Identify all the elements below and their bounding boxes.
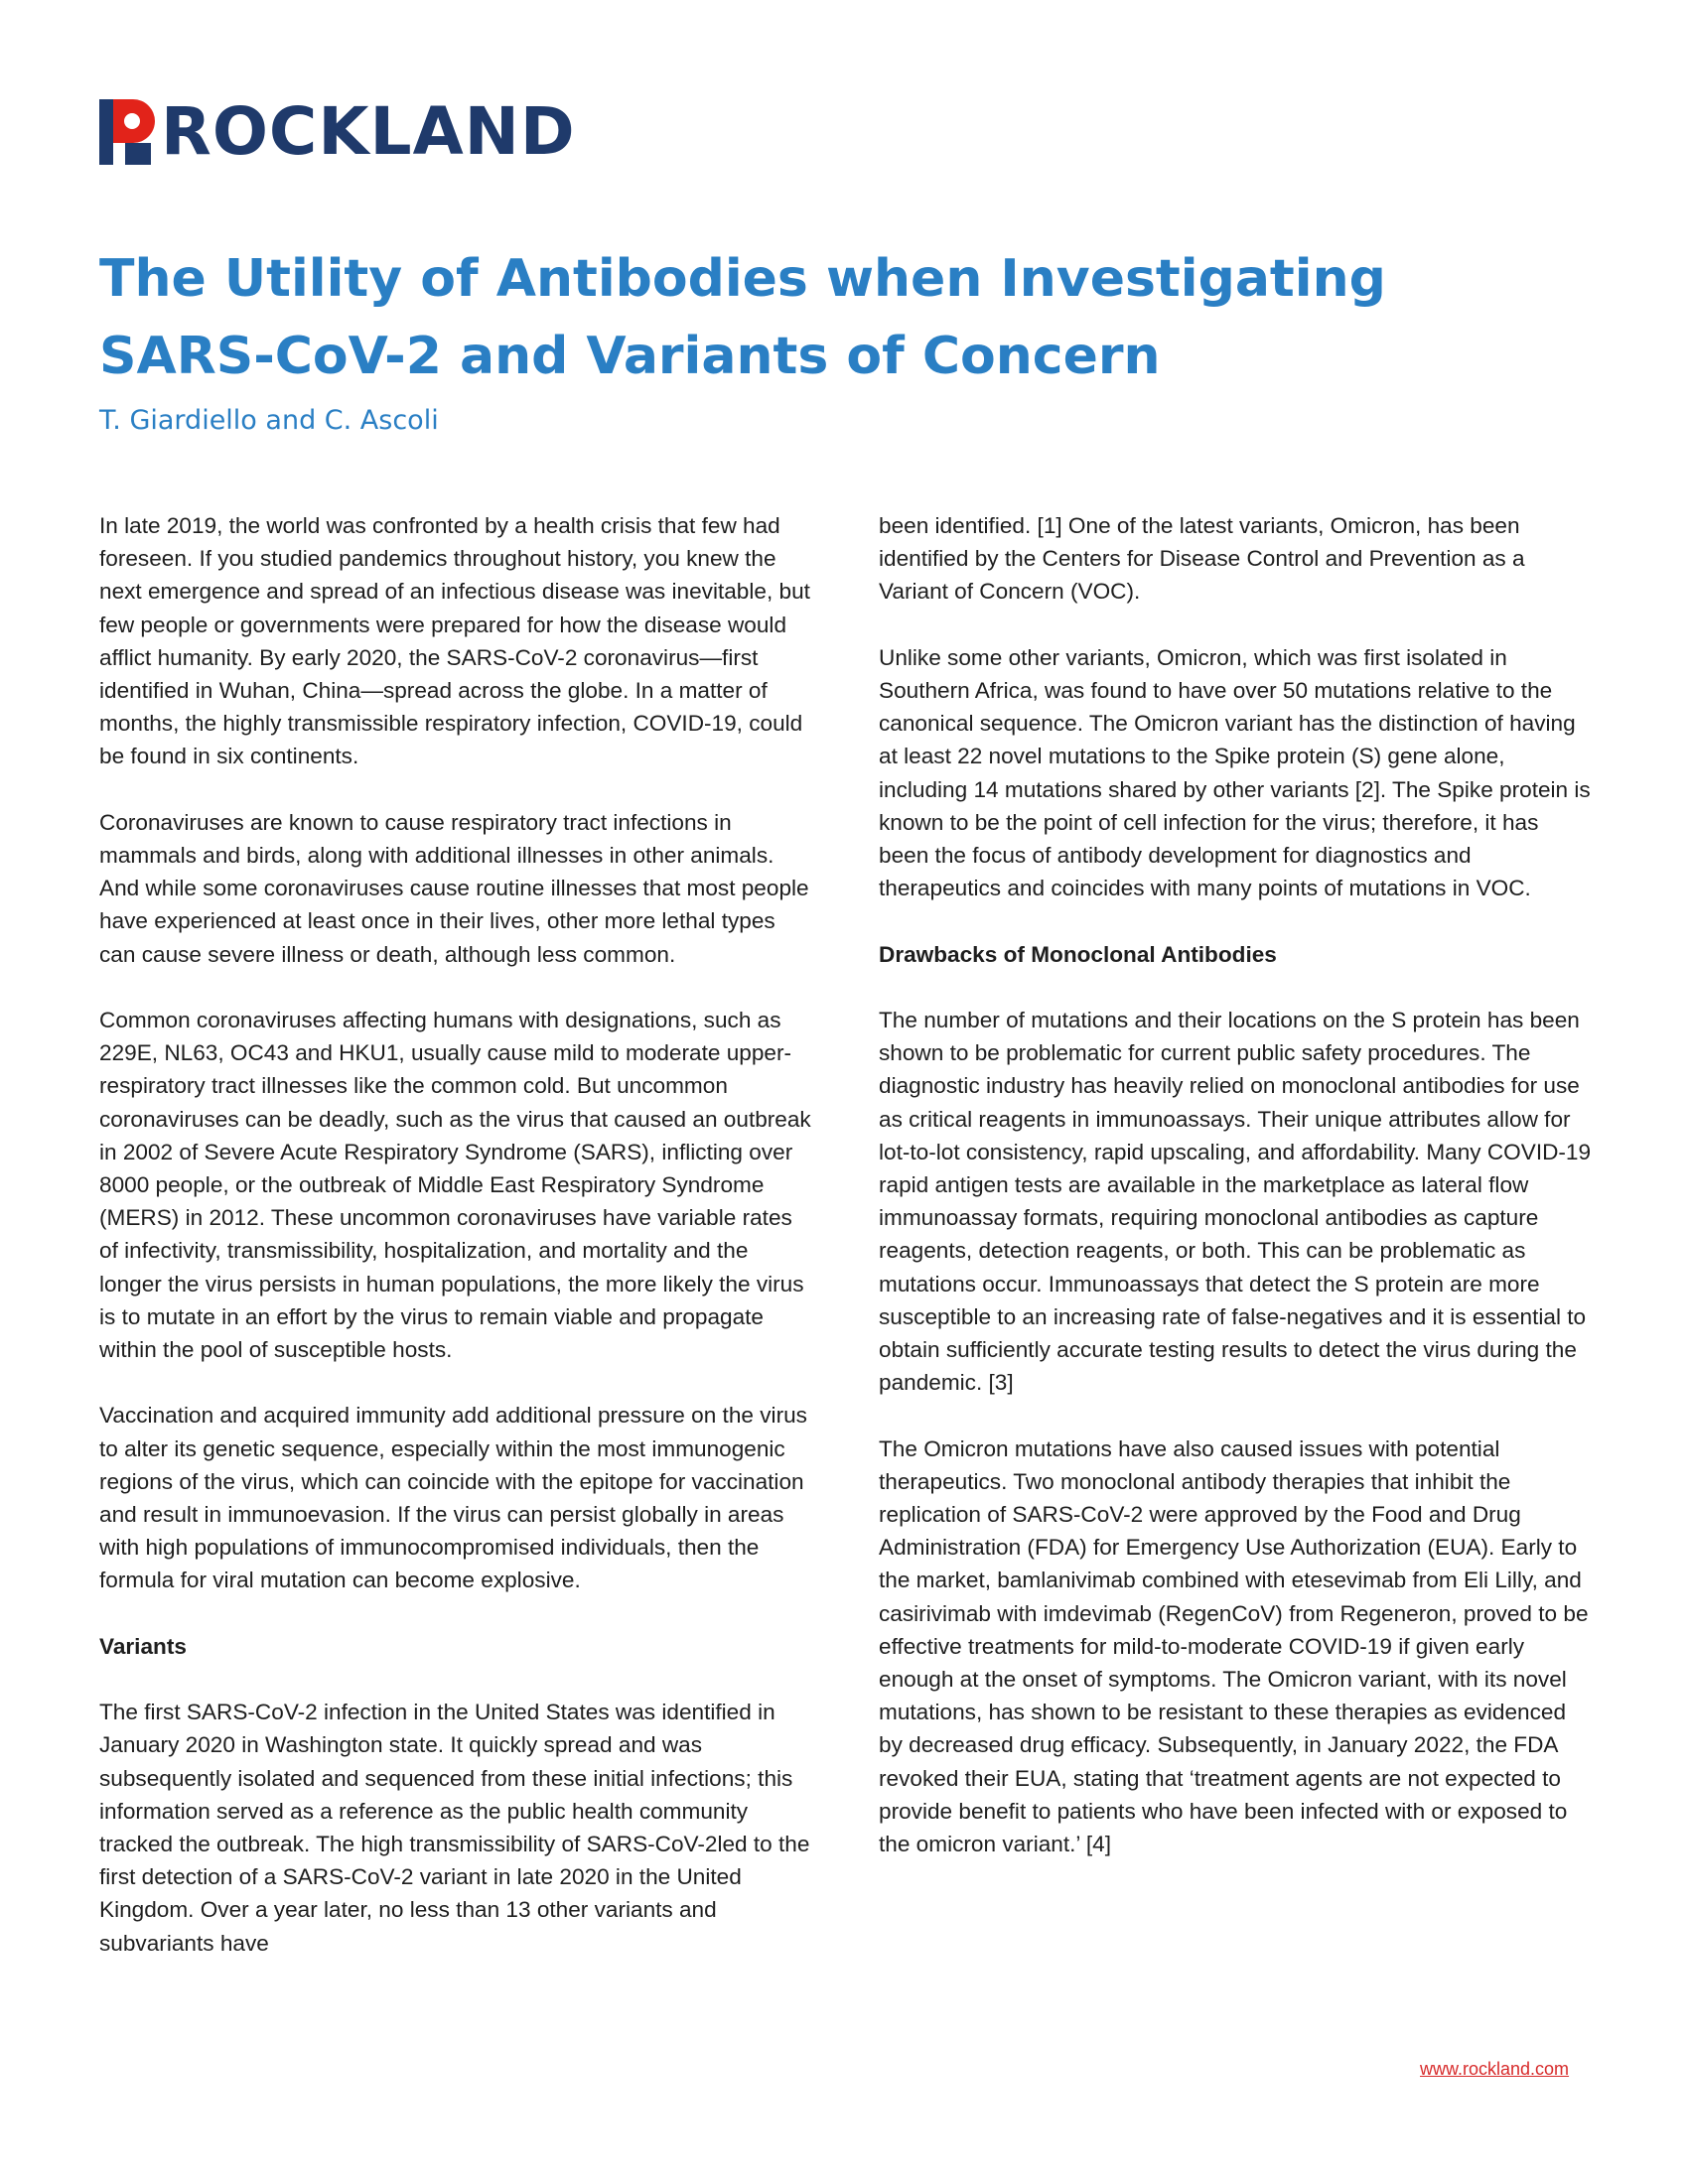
authors: T. Giardiello and C. Ascoli <box>99 405 439 436</box>
right-column <box>879 509 1594 1893</box>
paragraph: Unlike some other variants, Omicron, which was first isolated in Southern Africa, was found to have over 50 mutations relative to the canonical sequence. The Omicron variant has the distinction of having at least 22 novel mutations to the Spike protein (S) gene alone, including 14 mutations shared by other variants [2]. The Spike protein is known to be the point of cell infection for the virus; therefore, it has been the focus of antibody development for diagnostics and therapeutics and coincides with many points of mutations in VOC. <box>879 644 1591 901</box>
paragraph: The first SARS-CoV-2 infection in the United States was identified in January 2020 in Washington state. It quickly spread and was subsequently isolated and sequenced from these initial infections; this information served as a reference as the public health community tracked the outbreak. The high transmissibility of SARS-CoV-2led to the first detection of a SARS-CoV-2 variant in late 2020 in the United Kingdom. Over a year later, no less than 13 other variants and subvariants have <box>99 1700 810 1956</box>
title-line: The Utility of Antibodies when Investigating <box>99 249 1386 309</box>
rockland-logo <box>99 93 576 170</box>
section-heading-drawbacks: Drawbacks of Monoclonal Antibodies <box>879 941 1277 967</box>
section-heading-variants: Variants <box>99 1633 187 1659</box>
rockland-logo-mark-icon <box>99 99 157 165</box>
paragraph: been identified. [1] One of the latest variants, Omicron, has been identified by the Centers for Disease Control and Prevention as a Variant of Concern (VOC). <box>879 513 1525 605</box>
paragraph: In late 2019, the world was confronted by a health crisis that few had foreseen. If you studied pandemics throughout history, you knew the next emergence and spread of an infectious disease was inevitable, but few people or governments were prepared for how the disease would afflict humanity. By early 2020, the SARS-CoV-2 coronavirus—first identified in Wuhan, China—spread across the globe. In a matter of months, the highly transmissible respiratory infection, COVID-19, could be found in six continents. <box>99 513 810 769</box>
paragraph: Vaccination and acquired immunity add additional pressure on the virus to alter its genetic sequence, especially within the most immunogenic regions of the virus, which can coincide with the epitope for vaccination and result in immunoevasion. If the virus can persist globally in areas with high populations of immunocompromised individuals, then the formula for viral mutation can become explosive. <box>99 1403 807 1593</box>
paragraph: The Omicron mutations have also caused issues with potential therapeutics. Two monoclonal antibody therapies that inhibit the replication of SARS-CoV-2 were approved by the Food and Drug Administration (FDA) for Emergency Use Authorization (EUA). Early to the market, bamlanivimab combined with etesevimab from Eli Lilly, and casirivimab with imdevimab (RegenCoV) from Regeneron, proved to be effective treatments for mild-to-moderate COVID-19 if given early enough at the onset of symptoms. The Omicron variant, with its novel mutations, has shown to be resistant to these therapies as evidenced by decreased drug efficacy. Subsequently, in January 2022, the FDA revoked their EUA, stating that ‘treatment agents are not expected to provide benefit to patients who have been infected with or exposed to the omicron variant.’ [4] <box>879 1435 1589 1857</box>
paragraph: Common coronaviruses affecting humans with designations, such as 229E, NL63, OC43 and HKU1, usually cause mild to moderate upper-respiratory tract illnesses like the common cold. But uncommon coronaviruses can be deadly, such as the virus that caused an outbreak in 2002 of Severe Acute Respiratory Syndrome (SARS), inflicting over 8000 people, or the outbreak of Middle East Respiratory Syndrome (MERS) in 2012. These uncommon coronaviruses have variable rates of infectivity, transmissibility, hospitalization, and mortality and the longer the virus persists in human populations, the more likely the virus is to mutate in an effort by the virus to remain viable and propagate within the pool of susceptible hosts. <box>99 1008 811 1363</box>
left-column <box>99 509 814 1992</box>
document-title <box>99 240 1390 395</box>
paragraph: Coronaviruses are known to cause respiratory tract infections in mammals and birds, along with additional illnesses in other animals. And while some coronaviruses cause routine illnesses that most people have experienced at least once in their lives, other more lethal types can cause severe illness or death, although less common. <box>99 809 809 967</box>
rockland-wordmark: ROCKLAND <box>161 93 576 170</box>
website-link[interactable]: www.rockland.com <box>1420 2059 1570 2079</box>
title-line: SARS-CoV-2 and Variants of Concern <box>99 327 1161 386</box>
paragraph: The number of mutations and their locations on the S protein has been shown to be problematic for current public safety procedures. The diagnostic industry has heavily relied on monoclonal antibodies for use as critical reagents in immunoassays. Their unique attributes allow for lot-to-lot consistency, rapid upscaling, and affordability. Many COVID-19 rapid antigen tests are available in the marketplace as lateral flow immunoassay formats, requiring monoclonal antibodies as capture reagents, detection reagents, or both. This can be problematic as mutations occur. Immunoassays that detect the S protein are more susceptible to an increasing rate of false-negatives and it is essential to obtain sufficiently accurate testing results to detect the virus during the pandemic. [3] <box>879 1008 1592 1396</box>
